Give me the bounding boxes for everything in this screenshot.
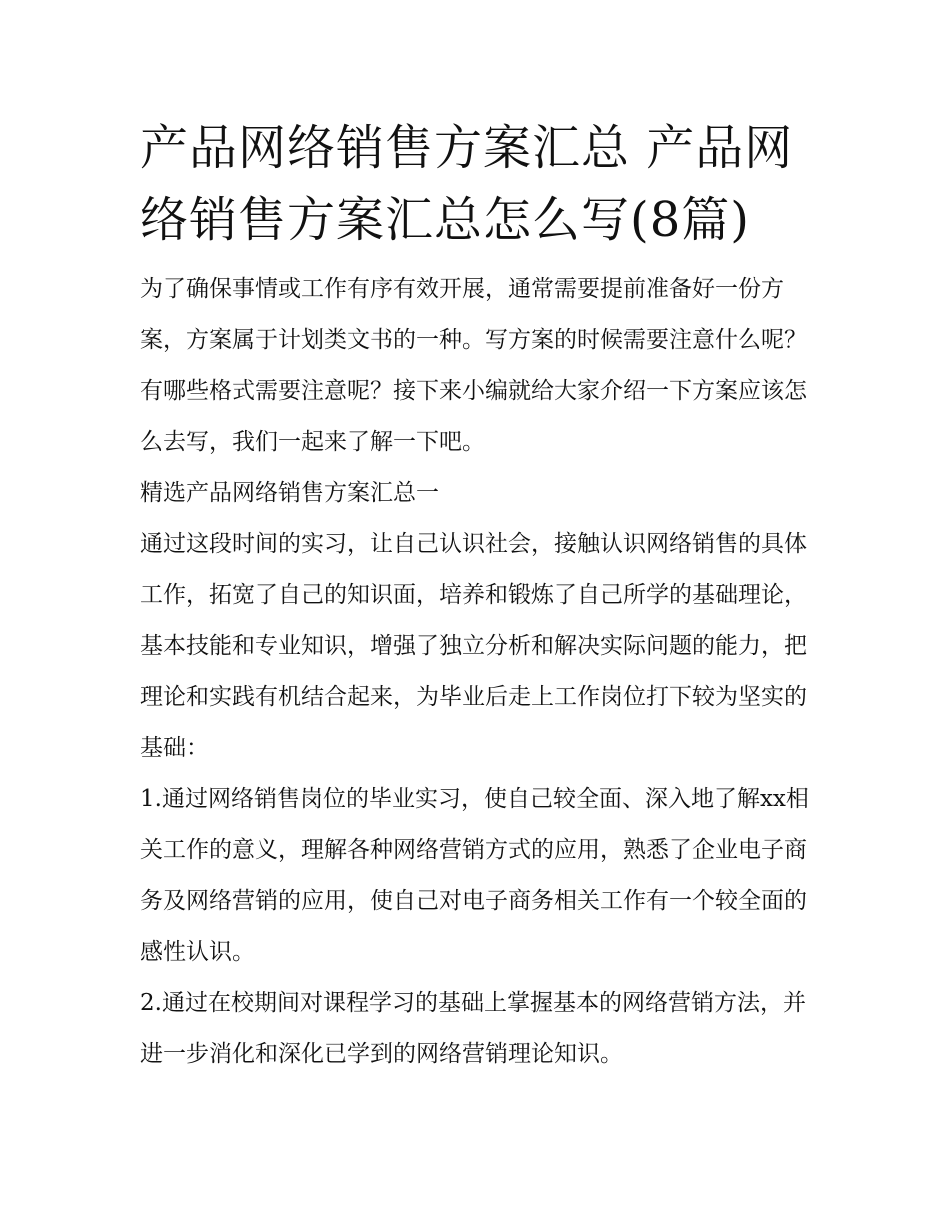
- intro-paragraph: 为了确保事情或工作有序有效开展，通常需要提前准备好一份方案，方案属于计划类文书的一种。写方案的时候需要注意什么呢？有哪些格式需要注意呢？接下来小编就给大家介绍一下方案应该怎么去写，我们一起来了解一下吧。: [140, 276, 807, 455]
- numbered-point-1: 1.通过网络销售岗位的毕业实习，使自己较全面、深入地了解xx相关工作的意义，理解各种网络营销方式的应用，熟悉了企业电子商务及网络营销的应用，使自己对电子商务相关工作有一个较全面的感性认识。: [140, 786, 809, 965]
- document-title: 产品网络销售方案汇总 产品网络销售方案汇总怎么写(8篇): [140, 120, 794, 248]
- section-heading: 精选产品网络销售方案汇总一: [140, 480, 439, 506]
- numbered-point-2: 2.通过在校期间对课程学习的基础上掌握基本的网络营销方法，并进一步消化和深化已学到的网络营销理论知识。: [140, 990, 806, 1067]
- document-body: [140, 112, 816, 1080]
- body-paragraph: 通过这段时间的实习，让自己认识社会，接触认识网络销售的具体工作，拓宽了自己的知识面，培养和锻炼了自己所学的基础理论，基本技能和专业知识，增强了独立分析和解决实际问题的能力，把理论和实践有机结合起来，为毕业后走上工作岗位打下较为坚实的基础：: [140, 531, 807, 761]
